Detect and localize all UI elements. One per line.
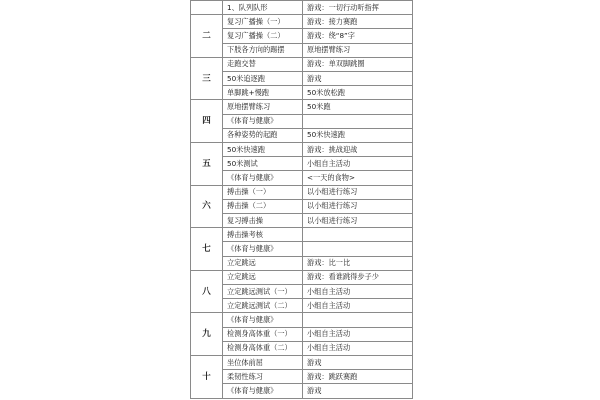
activity-cell: 小组自主活动 — [303, 341, 413, 355]
table-row — [191, 171, 413, 185]
table-row — [191, 29, 413, 43]
week-number-cell: 三 — [191, 57, 223, 100]
lesson-content-cell: 检测身高体重（二） — [223, 341, 303, 355]
schedule-sheet — [190, 0, 412, 399]
lesson-content-cell: 复习广播操（二） — [223, 29, 303, 43]
table-row — [191, 285, 413, 299]
activity-cell: 游戏：比一比 — [303, 256, 413, 270]
lesson-content-cell: 柔韧性练习 — [223, 370, 303, 384]
table-row — [191, 43, 413, 57]
activity-cell: 游戏 — [303, 384, 413, 399]
table-row — [191, 341, 413, 355]
activity-cell: 原地摆臂练习 — [303, 43, 413, 57]
lesson-content-cell: 搏击操（一） — [223, 185, 303, 199]
lesson-content-cell: 立定跳远 — [223, 256, 303, 270]
lesson-content-cell: 50米追逐跑 — [223, 72, 303, 86]
lesson-content-cell: 50米测试 — [223, 157, 303, 171]
lesson-content-cell: 原地摆臂练习 — [223, 100, 303, 114]
table-row — [191, 157, 413, 171]
activity-cell: 游戏：一切行动听指挥 — [303, 1, 413, 15]
activity-cell: 50米快速跑 — [303, 128, 413, 142]
activity-cell: 小组自主活动 — [303, 327, 413, 341]
week-number-cell: 五 — [191, 143, 223, 186]
lesson-content-cell: 复习搏击操 — [223, 214, 303, 228]
week-number-cell: 十 — [191, 356, 223, 399]
table-row — [191, 185, 413, 199]
table-row — [191, 228, 413, 242]
activity-cell: 游戏：单双脚跳圈 — [303, 57, 413, 71]
week-number-cell: 四 — [191, 100, 223, 143]
table-row — [191, 128, 413, 142]
lesson-content-cell: 立定跳远测试（二） — [223, 299, 303, 313]
lesson-content-cell: 搏击操（二） — [223, 199, 303, 213]
schedule-body — [191, 1, 413, 399]
table-row — [191, 72, 413, 86]
activity-cell — [303, 228, 413, 242]
activity-cell: 游戏 — [303, 356, 413, 370]
activity-cell: <一天的食物> — [303, 171, 413, 185]
table-row — [191, 384, 413, 399]
table-row — [191, 256, 413, 270]
activity-cell: 以小组进行练习 — [303, 214, 413, 228]
activity-cell: 以小组进行练习 — [303, 185, 413, 199]
week-number-cell: 九 — [191, 313, 223, 356]
table-row — [191, 114, 413, 128]
activity-cell: 游戏：绕“8”字 — [303, 29, 413, 43]
lesson-content-cell: 《体育与健康》 — [223, 384, 303, 399]
week-number-cell: 六 — [191, 185, 223, 228]
table-row — [191, 199, 413, 213]
lesson-content-cell: 检测身高体重（一） — [223, 327, 303, 341]
table-row — [191, 313, 413, 327]
table-row — [191, 214, 413, 228]
week-number-cell: 七 — [191, 228, 223, 271]
lesson-content-cell: 各种姿势的起跑 — [223, 128, 303, 142]
activity-cell: 小组自主活动 — [303, 299, 413, 313]
activity-cell: 小组自主活动 — [303, 285, 413, 299]
pe-schedule-table — [190, 0, 413, 399]
lesson-content-cell: 立定跳远测试（一） — [223, 285, 303, 299]
lesson-content-cell: 搏击操考核 — [223, 228, 303, 242]
table-row — [191, 86, 413, 100]
table-row — [191, 15, 413, 29]
activity-cell: 以小组进行练习 — [303, 199, 413, 213]
table-row — [191, 242, 413, 256]
table-row — [191, 327, 413, 341]
activity-cell: 游戏：接力赛跑 — [303, 15, 413, 29]
activity-cell — [303, 242, 413, 256]
activity-cell: 50米跑 — [303, 100, 413, 114]
lesson-content-cell: 《体育与健康》 — [223, 114, 303, 128]
activity-cell: 游戏 — [303, 72, 413, 86]
lesson-content-cell: 1、队列队形 — [223, 1, 303, 15]
table-row — [191, 356, 413, 370]
activity-cell: 游戏：挑战迎战 — [303, 143, 413, 157]
table-row — [191, 299, 413, 313]
activity-cell — [303, 313, 413, 327]
lesson-content-cell: 50米快速跑 — [223, 143, 303, 157]
table-row — [191, 57, 413, 71]
table-row — [191, 270, 413, 284]
lesson-content-cell: 走跑交替 — [223, 57, 303, 71]
lesson-content-cell: 复习广播操（一） — [223, 15, 303, 29]
lesson-content-cell: 单脚跳+慢跑 — [223, 86, 303, 100]
lesson-content-cell: 下肢各方向的踢摆 — [223, 43, 303, 57]
lesson-content-cell: 《体育与健康》 — [223, 313, 303, 327]
activity-cell — [303, 114, 413, 128]
table-row — [191, 100, 413, 114]
table-row — [191, 1, 413, 15]
lesson-content-cell: 《体育与健康》 — [223, 171, 303, 185]
week-number-cell — [191, 1, 223, 15]
activity-cell: 游戏：看谁跳得步子少 — [303, 270, 413, 284]
table-row — [191, 370, 413, 384]
lesson-content-cell: 立定跳远 — [223, 270, 303, 284]
table-row — [191, 143, 413, 157]
activity-cell: 50米放松跑 — [303, 86, 413, 100]
week-number-cell: 二 — [191, 15, 223, 58]
lesson-content-cell: 坐位体前屈 — [223, 356, 303, 370]
week-number-cell: 八 — [191, 270, 223, 313]
activity-cell: 小组自主活动 — [303, 157, 413, 171]
activity-cell: 游戏：跳跃赛跑 — [303, 370, 413, 384]
lesson-content-cell: 《体育与健康》 — [223, 242, 303, 256]
